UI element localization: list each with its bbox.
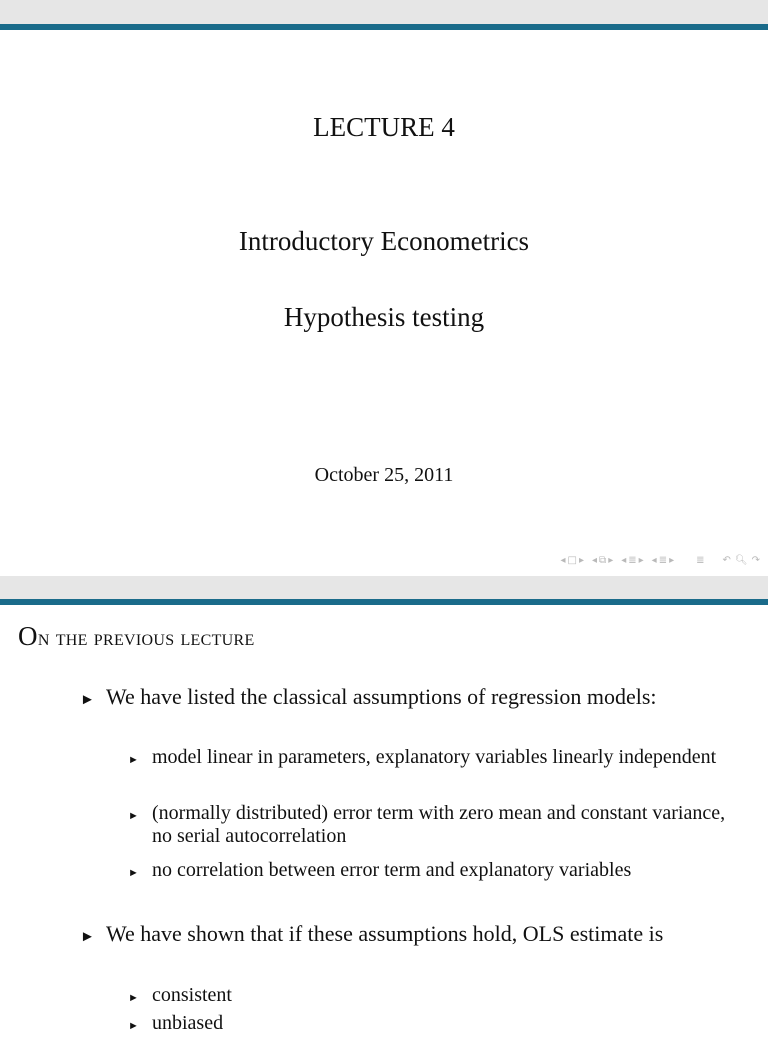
bullet-icon: ► <box>128 1020 139 1032</box>
sub-list-item <box>128 859 728 882</box>
sub-list-item <box>128 984 728 1007</box>
list-item-text: We have listed the classical assumptions of regression models: <box>106 684 657 709</box>
sub-list-item <box>128 802 728 848</box>
sub-list-item-text: no correlation between error term and explanatory variables <box>152 859 632 881</box>
lecture-topic: Hypothesis testing <box>283 302 485 332</box>
frame-nav <box>561 555 585 566</box>
bullet-icon: ► <box>80 929 95 945</box>
list-item-text: We have shown that if these assumptions hold, OLS estimate is <box>106 921 664 946</box>
lecture-number: LECTURE 4 <box>313 112 455 142</box>
bullet-icon: ► <box>128 810 139 822</box>
bullet-icon: ► <box>80 692 95 708</box>
back-icon[interactable]: ↶ <box>722 555 731 566</box>
subsection-nav <box>592 555 613 566</box>
header-rule <box>0 24 768 30</box>
prev-list-arrow-icon[interactable]: ◂ <box>651 555 657 566</box>
sub-list-item-text: unbiased <box>152 1012 224 1034</box>
search-icon[interactable]: 🔍︎ <box>734 555 748 566</box>
slide-title <box>0 24 768 576</box>
section-nav <box>621 555 643 566</box>
subsection-list-nav <box>652 555 674 566</box>
frame-title-initial: O <box>18 621 38 651</box>
bullet-icon: ► <box>128 867 139 879</box>
sub-list-item-text: (normally distributed) error term with zero mean and constant variance, no serial autocorrelation <box>152 802 726 847</box>
prev-frame-arrow-icon[interactable]: ◂ <box>560 555 566 566</box>
sub-list-item <box>128 1012 728 1035</box>
next-list-arrow-icon[interactable]: ▸ <box>669 555 675 566</box>
bullet-icon: ► <box>128 754 139 766</box>
frame-title <box>18 621 255 652</box>
slide-previous-lecture <box>0 599 768 1034</box>
next-section-arrow-icon[interactable]: ▸ <box>638 555 644 566</box>
section-icon[interactable]: ≣ <box>628 555 637 566</box>
next-subsection-arrow-icon[interactable]: ▸ <box>608 555 614 566</box>
header-rule <box>0 599 768 605</box>
course-title: Introductory Econometrics <box>238 226 530 256</box>
beamer-navigation-bar <box>561 555 761 566</box>
lecture-date: October 25, 2011 <box>314 464 454 486</box>
table-of-contents-icon[interactable]: ≣ <box>696 555 705 566</box>
frame-title-rest: n the previous lecture <box>37 625 255 650</box>
list-item <box>80 922 720 946</box>
subsection-icon[interactable]: ⧉ <box>599 555 607 566</box>
forward-icon[interactable]: ↷ <box>751 555 760 566</box>
prev-section-arrow-icon[interactable]: ◂ <box>621 555 627 566</box>
list-icon[interactable]: ≣ <box>658 555 668 566</box>
viewer-gap-top <box>0 0 768 24</box>
list-item <box>80 685 720 709</box>
bullet-icon: ► <box>128 992 139 1004</box>
sub-list-item-text: model linear in parameters, explanatory variables linearly independent <box>152 746 717 768</box>
next-frame-arrow-icon[interactable]: ▸ <box>578 555 585 566</box>
sub-list-item <box>128 746 728 769</box>
frame-icon[interactable]: □ <box>567 555 577 566</box>
viewer-gap-between-slides <box>0 576 768 599</box>
sub-list-item-text: consistent <box>152 984 232 1006</box>
prev-subsection-arrow-icon[interactable]: ◂ <box>592 555 598 566</box>
